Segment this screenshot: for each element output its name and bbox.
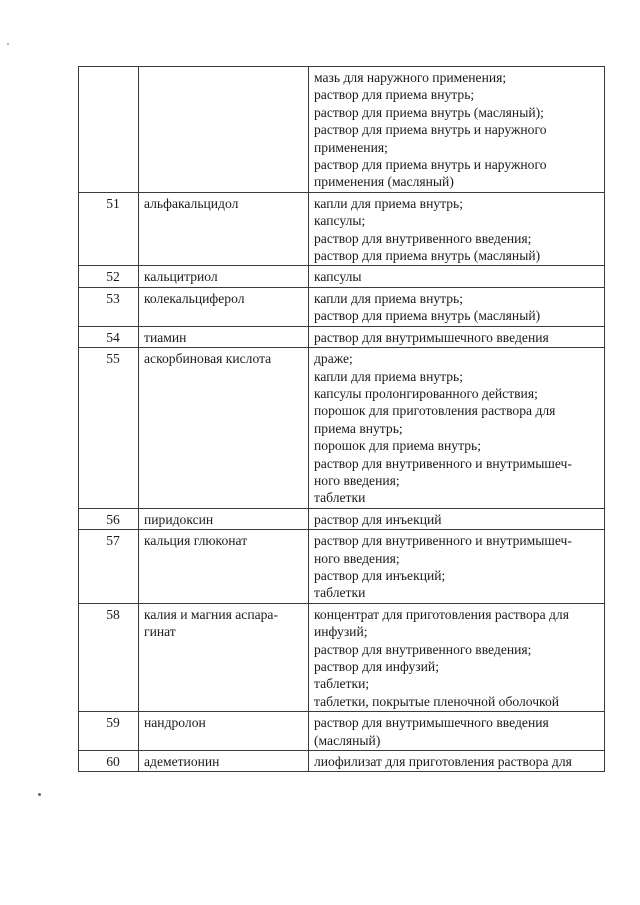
row-number: 54 bbox=[106, 329, 120, 345]
drug-name-cell bbox=[139, 751, 309, 772]
dosage-form-line: ного введения; bbox=[314, 550, 400, 566]
drug-name-cell bbox=[139, 266, 309, 287]
drug-name-line: колекальциферол bbox=[144, 290, 245, 306]
dosage-form-line: капли для приема внутрь; bbox=[314, 368, 464, 384]
drug-name-line: гинат bbox=[144, 624, 176, 640]
dosage-forms-cell bbox=[309, 712, 605, 751]
drug-name-cell bbox=[139, 67, 309, 193]
drug-name-line: альфакальцидол bbox=[144, 195, 239, 211]
dosage-form-line: капсулы; bbox=[314, 213, 366, 229]
drug-name-cell bbox=[139, 192, 309, 266]
dosage-form-line: порошок для приема внутрь; bbox=[314, 438, 481, 454]
dosage-form-line: капсулы bbox=[314, 269, 362, 285]
row-number: 56 bbox=[106, 511, 120, 527]
drug-name-cell bbox=[139, 326, 309, 347]
dosage-form-line: раствор для внутривенного введения; bbox=[314, 641, 532, 657]
dosage-forms-cell bbox=[309, 348, 605, 509]
dosage-forms-cell bbox=[309, 751, 605, 772]
drug-name-line: калия и магния аспара- bbox=[144, 606, 278, 622]
row-number-cell bbox=[79, 348, 139, 509]
dosage-form-line: таблетки bbox=[314, 490, 366, 506]
dosage-forms-cell bbox=[309, 326, 605, 347]
table-row bbox=[79, 508, 605, 529]
dosage-form-line: раствор для внутривенного введения; bbox=[314, 230, 532, 246]
dosage-form-line: капли для приема внутрь; bbox=[314, 290, 464, 306]
table-row bbox=[79, 712, 605, 751]
drug-name-line: пиридоксин bbox=[144, 511, 214, 527]
dosage-forms-cell bbox=[309, 530, 605, 604]
table-row bbox=[79, 67, 605, 193]
scan-speck-mark bbox=[38, 793, 41, 796]
row-number-cell bbox=[79, 508, 139, 529]
dosage-form-line: (масляный) bbox=[314, 732, 381, 748]
dosage-form-line: раствор для инъекций bbox=[314, 511, 442, 527]
medicines-table bbox=[78, 66, 605, 772]
dosage-form-line: раствор для внутривенного и внутримышеч- bbox=[314, 533, 572, 549]
row-number-cell bbox=[79, 603, 139, 711]
table-row bbox=[79, 326, 605, 347]
dosage-forms-cell bbox=[309, 603, 605, 711]
row-number-cell bbox=[79, 266, 139, 287]
dosage-forms-cell bbox=[309, 266, 605, 287]
dosage-form-line: капсулы пролонгированного действия; bbox=[314, 385, 538, 401]
row-number: 58 bbox=[106, 606, 120, 622]
dosage-form-line: раствор для приема внутрь (масляный) bbox=[314, 308, 541, 324]
row-number: 60 bbox=[106, 754, 120, 770]
drug-name-line: кальцитриол bbox=[144, 269, 218, 285]
dosage-form-line: раствор для внутримышечного введения bbox=[314, 329, 549, 345]
dosage-form-line: ного введения; bbox=[314, 472, 400, 488]
dosage-form-line: раствор для инфузий; bbox=[314, 659, 439, 674]
drug-name-cell bbox=[139, 348, 309, 509]
row-number: 59 bbox=[106, 715, 120, 731]
table-row bbox=[79, 192, 605, 266]
drug-name-line: кальция глюконат bbox=[144, 533, 248, 549]
dosage-form-line: раствор для внутримышечного введения bbox=[314, 715, 549, 731]
row-number-cell bbox=[79, 530, 139, 604]
dosage-forms-cell bbox=[309, 192, 605, 266]
drug-name-line: аскорбиновая кислота bbox=[144, 351, 272, 367]
row-number-cell bbox=[79, 712, 139, 751]
table-body bbox=[79, 67, 605, 772]
dosage-forms-cell bbox=[309, 287, 605, 326]
dosage-forms-cell bbox=[309, 508, 605, 529]
dosage-form-line: таблетки bbox=[314, 585, 366, 601]
drug-name-cell bbox=[139, 712, 309, 751]
row-number: 57 bbox=[106, 533, 120, 549]
dosage-form-line: концентрат для приготовления раствора для bbox=[314, 606, 569, 622]
dosage-form-line: раствор для внутривенного и внутримышеч- bbox=[314, 455, 572, 471]
drug-name-line: тиамин bbox=[144, 329, 187, 345]
table-row bbox=[79, 603, 605, 711]
drug-name-line: адеметионин bbox=[144, 754, 220, 770]
row-number-cell bbox=[79, 192, 139, 266]
row-number: 52 bbox=[106, 269, 120, 285]
table-row bbox=[79, 348, 605, 509]
dosage-form-line: капли для приема внутрь; bbox=[314, 195, 464, 211]
row-number: 55 bbox=[106, 351, 120, 367]
dosage-form-line: приема внутрь; bbox=[314, 420, 403, 436]
table-row bbox=[79, 266, 605, 287]
dosage-form-line: лиофилизат для приготовления раствора для bbox=[314, 754, 572, 770]
dosage-form-line: применения; bbox=[314, 139, 388, 155]
drug-name-cell bbox=[139, 603, 309, 711]
table-row bbox=[79, 751, 605, 772]
dosage-form-line: мазь для наружного применения; bbox=[314, 70, 507, 85]
drug-name-cell bbox=[139, 287, 309, 326]
row-number: 53 bbox=[106, 290, 120, 306]
row-number-cell bbox=[79, 67, 139, 193]
dosage-form-line: таблетки; bbox=[314, 676, 370, 692]
drug-name-line: нандролон bbox=[144, 715, 206, 731]
dosage-form-line: раствор для приема внутрь; bbox=[314, 87, 475, 103]
dosage-form-line: раствор для приема внутрь (масляный); bbox=[314, 104, 544, 120]
scan-speck-mark bbox=[7, 43, 9, 45]
table-row bbox=[79, 530, 605, 604]
row-number-cell bbox=[79, 287, 139, 326]
row-number: 51 bbox=[106, 195, 120, 211]
row-number-cell bbox=[79, 326, 139, 347]
row-number-cell bbox=[79, 751, 139, 772]
dosage-form-line: раствор для приема внутрь и наружного bbox=[314, 157, 547, 173]
dosage-form-line: порошок для приготовления раствора для bbox=[314, 403, 556, 419]
drug-name-cell bbox=[139, 530, 309, 604]
dosage-form-line: раствор для приема внутрь и наружного bbox=[314, 122, 547, 138]
dosage-form-line: раствор для инъекций; bbox=[314, 567, 446, 583]
dosage-form-line: инфузий; bbox=[314, 624, 368, 640]
dosage-form-line: таблетки, покрытые пленочной оболочкой bbox=[314, 693, 560, 709]
dosage-form-line: раствор для приема внутрь (масляный) bbox=[314, 248, 541, 264]
dosage-forms-cell bbox=[309, 67, 605, 193]
dosage-form-line: применения (масляный) bbox=[314, 174, 454, 190]
drug-name-cell bbox=[139, 508, 309, 529]
dosage-form-line: драже; bbox=[314, 351, 353, 367]
table-row bbox=[79, 287, 605, 326]
